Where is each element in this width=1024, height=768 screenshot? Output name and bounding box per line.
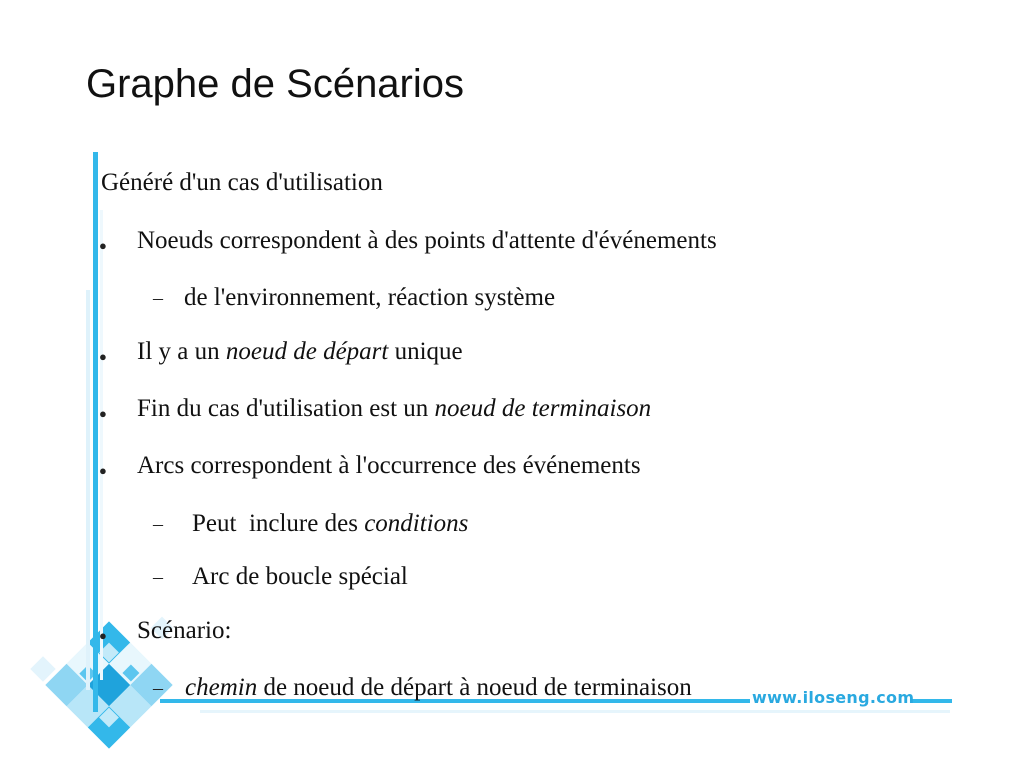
bullet-item: Arcs correspondent à l'occurrence des événements — [137, 452, 641, 479]
bullet-icon: ● — [99, 628, 107, 643]
sub-item: de l'environnement, réaction système — [184, 284, 556, 311]
bullet-icon: ● — [99, 406, 107, 421]
bullet-icon: ● — [99, 238, 107, 253]
emphasis-text: chemin — [185, 674, 258, 701]
vertical-accent-bar — [93, 152, 98, 712]
dash-icon: – — [153, 566, 163, 588]
bullet-icon: ● — [99, 463, 107, 478]
footer-logo: www.iloseng.com — [752, 688, 915, 707]
bullet-item: Scénario: — [137, 617, 232, 644]
decorative-bar — [86, 290, 90, 690]
decorative-bar — [200, 710, 950, 713]
dash-icon: – — [153, 513, 163, 535]
dash-icon: – — [153, 287, 163, 309]
bullet-icon: ● — [99, 349, 107, 364]
emphasis-text: noeud de départ — [225, 338, 389, 365]
bullet-item: Il y a un noeud de départ unique — [137, 338, 463, 365]
horizontal-accent-bar-end — [912, 699, 952, 703]
sub-item: Arc de boucle spécial — [192, 563, 408, 590]
sub-item: chemin de noeud de départ à noeud de terminaison — [185, 674, 692, 701]
emphasis-text: conditions — [364, 510, 469, 537]
emphasis-text: noeud de terminaison — [434, 395, 652, 422]
slide-title: Graphe de Scénarios — [86, 62, 465, 106]
sub-item: Peut inclure des conditions — [192, 510, 469, 537]
bullet-item: Fin du cas d'utilisation est un noeud de terminaison — [137, 395, 652, 422]
bullet-item: Noeuds correspondent à des points d'attente d'événements — [137, 227, 717, 254]
decorative-bar — [100, 210, 103, 680]
intro-text: Généré d'un cas d'utilisation — [101, 169, 383, 196]
dash-icon: – — [153, 677, 163, 699]
